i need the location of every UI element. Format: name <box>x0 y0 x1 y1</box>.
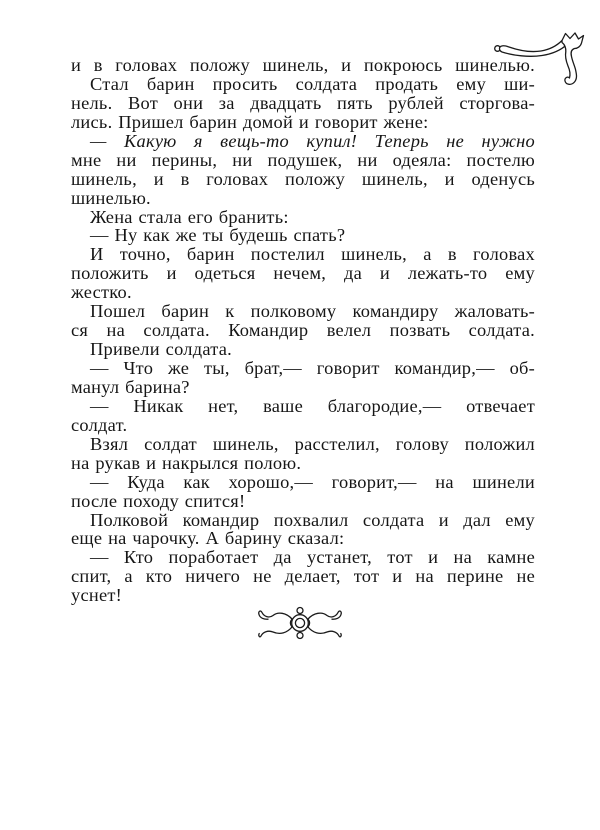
text-line: на рукав и накрылся полою. <box>71 452 302 473</box>
text-line: жестко. <box>71 282 132 303</box>
text-line: Привели солдата. <box>90 339 233 360</box>
text-line: — Никак нет, ваше благородие,— отвечает <box>90 395 535 416</box>
text-line: Полковой командир похвалил солдата и дал ему <box>90 509 535 530</box>
text-line: уснет! <box>71 585 123 606</box>
text-line: Взял солдат шинель, расстелил, голову положил <box>90 433 535 454</box>
text-line: И точно, барин постелил шинель, а в головах <box>90 244 535 265</box>
text-line: положить и одеться нечем, да и лежать-то ему <box>71 263 535 284</box>
text-line: — Что же ты, брат,— говорит командир,— об- <box>90 358 535 378</box>
text-line: шинелью. <box>71 187 151 208</box>
text-line: — Ну как же ты будешь спать? <box>90 225 346 246</box>
text-line: спит, а кто ничего не делает, тот и на перине не <box>71 566 535 587</box>
text-line: лись. Пришел барин домой и говорит жене: <box>71 111 429 132</box>
text-line: после походу спится! <box>71 490 246 511</box>
text-line: солдат. <box>71 414 128 435</box>
text-line: ся на солдата. Командир велел позвать солдата. <box>71 320 535 341</box>
tailpiece-scroll-icon <box>256 606 344 644</box>
text-line: манул барина? <box>71 376 190 397</box>
text-line: мне ни перины, ни подушек, ни одеяла: постелю <box>71 149 535 170</box>
text-line: — Кто поработает да устанет, тот и на камне <box>90 547 535 568</box>
text-line: нель. Вот они за двадцать пять рублей сторгова- <box>71 92 535 113</box>
text-line: — Какую я вещь-то купил! Теперь не нужно <box>90 130 535 151</box>
text-line: еще на чарочку. А барину сказал: <box>71 528 345 549</box>
text-line: — Куда как хорошо,— говорит,— на шинели <box>90 471 535 492</box>
text-line: и в головах положу шинель, и покроюсь шинелью. <box>71 55 535 75</box>
text-line: Стал барин просить солдата продать ему ши- <box>90 73 535 94</box>
text-line: Пошел барин к полковому командиру жаловать- <box>90 301 535 322</box>
text-line: шинель, и в головах положу шинель, и оденусь <box>71 168 535 189</box>
text-block <box>71 56 535 605</box>
text-line: Жена стала его бранить: <box>90 206 289 227</box>
